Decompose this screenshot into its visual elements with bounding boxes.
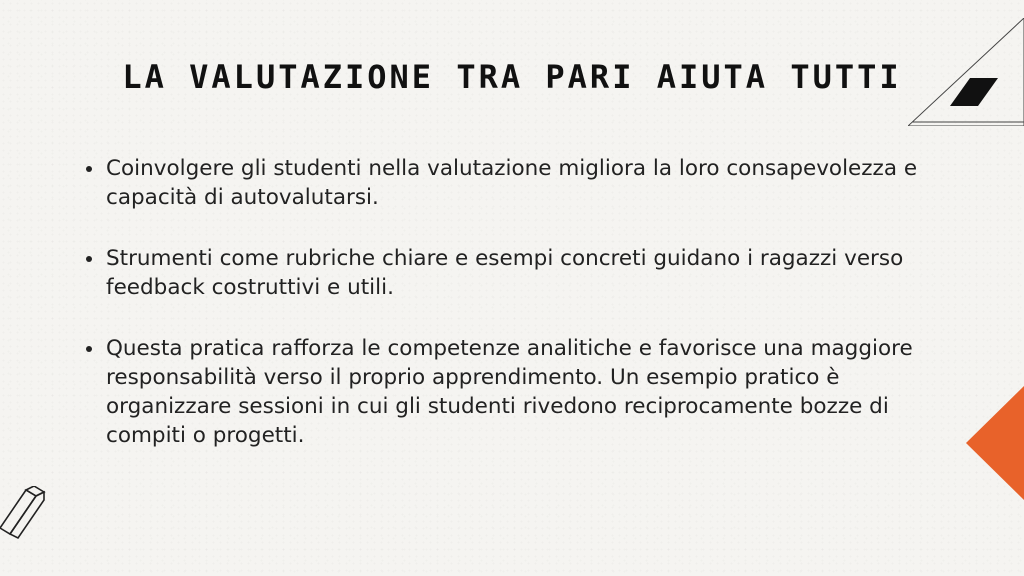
bullet-item: Strumenti come rubriche chiare e esempi concreti guidano i ragazzi verso feedback costruttivi e utili. (84, 244, 964, 302)
orange-triangle-decoration-icon (966, 386, 1024, 500)
slide-title: LA VALUTAZIONE TRA PARI AIUTA TUTTI (122, 58, 902, 96)
bullet-list (84, 154, 964, 482)
bullet-item: Coinvolgere gli studenti nella valutazione migliora la loro consapevolezza e capacità di autovalutarsi. (84, 154, 964, 212)
bullet-item: Questa pratica rafforza le competenze analitiche e favorisce una maggiore responsabilità verso il proprio apprendimento. Un esempio pratico è organizzare sessioni in cui gli studenti rivedono reciprocamente bozze di compiti o progetti. (84, 334, 964, 450)
bar-outline-decoration-icon (0, 486, 48, 546)
parallelogram-decoration-icon (908, 18, 1024, 126)
